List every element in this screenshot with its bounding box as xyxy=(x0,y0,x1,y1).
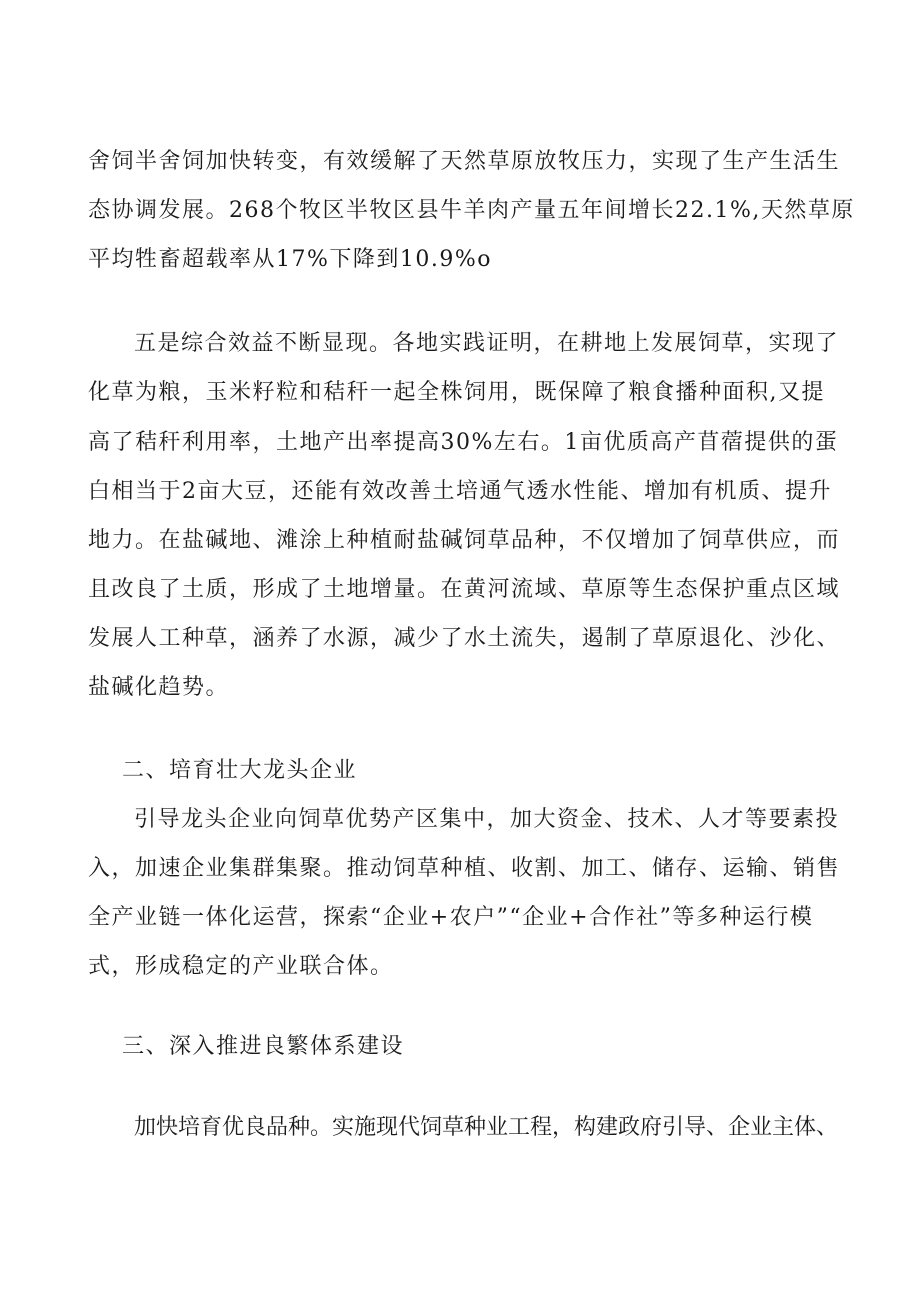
paragraph-line: 态协调发展。268个牧区半牧区县牛羊肉产量五年间增长22.1%,天然草原 xyxy=(88,198,855,223)
paragraph-line: 平均牲畜超载率从17%下降到10.9%o xyxy=(88,247,493,272)
paragraph-line: 高了秸秆利用率，土地产出率提高30%左右。1亩优质高产苜蓿提供的蛋 xyxy=(88,430,839,455)
section-heading: 二、培育壮大龙头企业 xyxy=(122,758,358,783)
paragraph-line: 盐碱化趋势。 xyxy=(88,675,230,700)
paragraph-line: 式，形成稳定的产业联合体。 xyxy=(88,954,394,979)
paragraph-line: 且改良了土质，形成了土地增量。在黄河流域、草原等生态保护重点区域 xyxy=(88,577,841,602)
section-heading: 三、深入推进良繁体系建设 xyxy=(122,1034,405,1059)
paragraph-line: 白相当于2亩大豆，还能有效改善土培通气透水性能、增加有机质、提升 xyxy=(88,479,832,504)
paragraph-line: 入，加速企业集群集聚。推动饲草种植、收割、加工、储存、运输、销售 xyxy=(88,856,841,881)
paragraph-line: 全产业链一体化运营，探索“企业+农户”“企业+合作社”等多种运行模 xyxy=(88,905,814,930)
paragraph-line: 地力。在盐碱地、滩涂上种植耐盐碱饲草品种，不仅增加了饲草供应，而 xyxy=(88,528,841,553)
paragraph-line: 舍饲半舍饲加快转变，有效缓解了天然草原放牧压力，实现了生产生活生 xyxy=(88,149,841,174)
paragraph-line: 引导龙头企业向饲草优势产区集中，加大资金、技术、人才等要素投 xyxy=(134,807,840,832)
paragraph-line: 五是综合效益不断显现。各地实践证明，在耕地上发展饲草，实现了 xyxy=(134,331,840,356)
paragraph-line: 化草为粮，玉米籽粒和秸秆一起全株饲用，既保障了粮食播种面积,又提 xyxy=(88,380,825,405)
paragraph-line: 发展人工种草，涵养了水源，减少了水土流失，遏制了草原退化、沙化、 xyxy=(88,626,841,651)
paragraph-line: 加快培育优良品种。实施现代饲草种业工程，构建政府引导、企业主体、 xyxy=(134,1115,839,1140)
